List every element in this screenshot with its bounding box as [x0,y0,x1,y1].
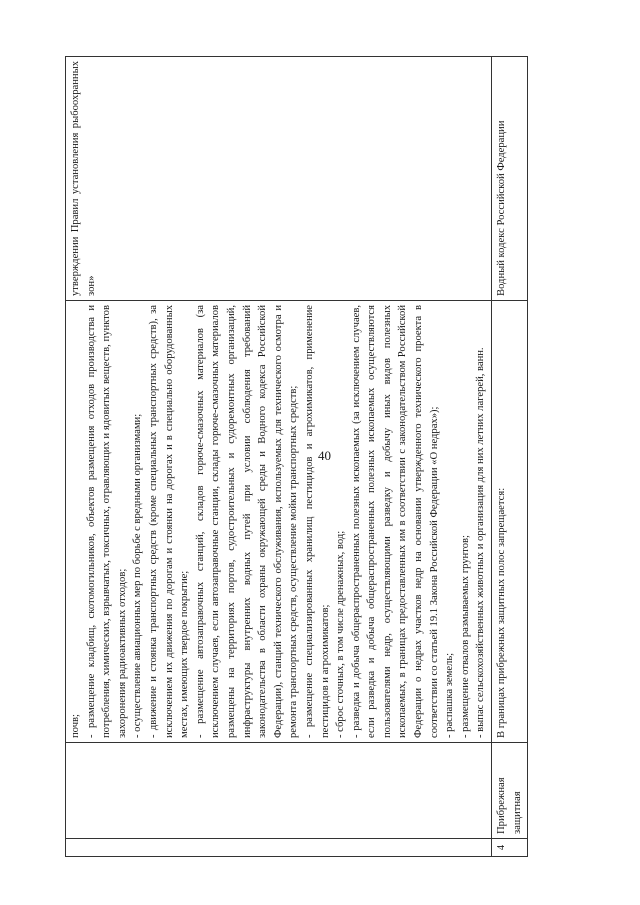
legal-reference: Водный кодекс Российской Федерации [492,57,528,301]
table-row-continued [66,57,492,857]
legal-reference-cell: утверждении Правил установления рыбоохранных зон» [66,57,492,301]
prohibition-item: почв; [70,714,81,738]
prohibition-item: - выпас сельскохозяйственных животных и организация для них летних лагерей, ванн. [475,347,487,738]
prohibition-item: - разведка и добыча общераспространенных полезных ископаемых (за исключением случаев, если разведка и добыча общераспространенных полезных ископаемых осуществляются пользователями недр, осуществляющими разведку и добычу иных видов полезных ископаемых, в границах предоставленных им в соответствии с законодательством Российской Федерации о недрах участков недр на основании утвержденного технического проекта в соответствии со статьей 19.1 Закона Российской Федерации «О недрах»); [350,305,440,738]
prohibition-item: - размещение отвалов размываемых грунтов; [459,535,471,738]
row-number-cell-empty [66,839,492,857]
prohibition-item: - движение и стоянка транспортных средств (кроме специальных транспортных средств), за исключением их движения по дорогам и стоянки на дорогах и в специально оборудованных местах, имеющих твердое покрытие; [147,305,191,738]
prohibition-item: - размещение автозаправочных станций, складов горюче-смазочных материалов (за исключением случаев, если автозаправочные станции, склады горюче-смазочных материалов размещены на территориях портов, судостроительных и судоремонтных организаций, инфраструктуры внутренних водных путей при условии соблюдения требований законодательства в области охраны окружающей среды и Водного кодекса Российской Федерации), станций технического обслуживания, используемых для технического осмотра и ремонта транспортных средств, осуществление мойки транспортных средств; [194,305,300,738]
zone-name: Прибрежная защитная [492,743,528,839]
table-row-4 [492,57,528,857]
prohibition-item: - осуществление авиационных мер по борьбе с вредными организмами; [132,413,144,738]
prohibition-item: - размещение кладбищ, скотомогильников, объектов размещения отходов производства и потребления, химических, взрывчатых, токсичных, отравляющих и ядовитых веществ, пунктов захоронения радиоактивных отходов; [85,305,128,738]
restrictions-intro: В границах прибрежных защитных полос запрещается: [492,301,528,743]
prohibition-item: - распашка земель; [444,652,456,738]
prohibition-item: - размещение специализированных хранилищ пестицидов и агрохимикатов, применение пестицидов и агрохимикатов; [303,305,331,738]
rotated-table-page [65,57,601,857]
row-number: 4 [492,839,528,857]
page-number: 40 [318,448,331,463]
prohibitions-cell [66,301,492,743]
prohibition-item: - сброс сточных, в том числе дренажных, вод; [335,530,347,738]
zone-name-cell-empty [66,743,492,839]
zones-table [65,56,528,857]
